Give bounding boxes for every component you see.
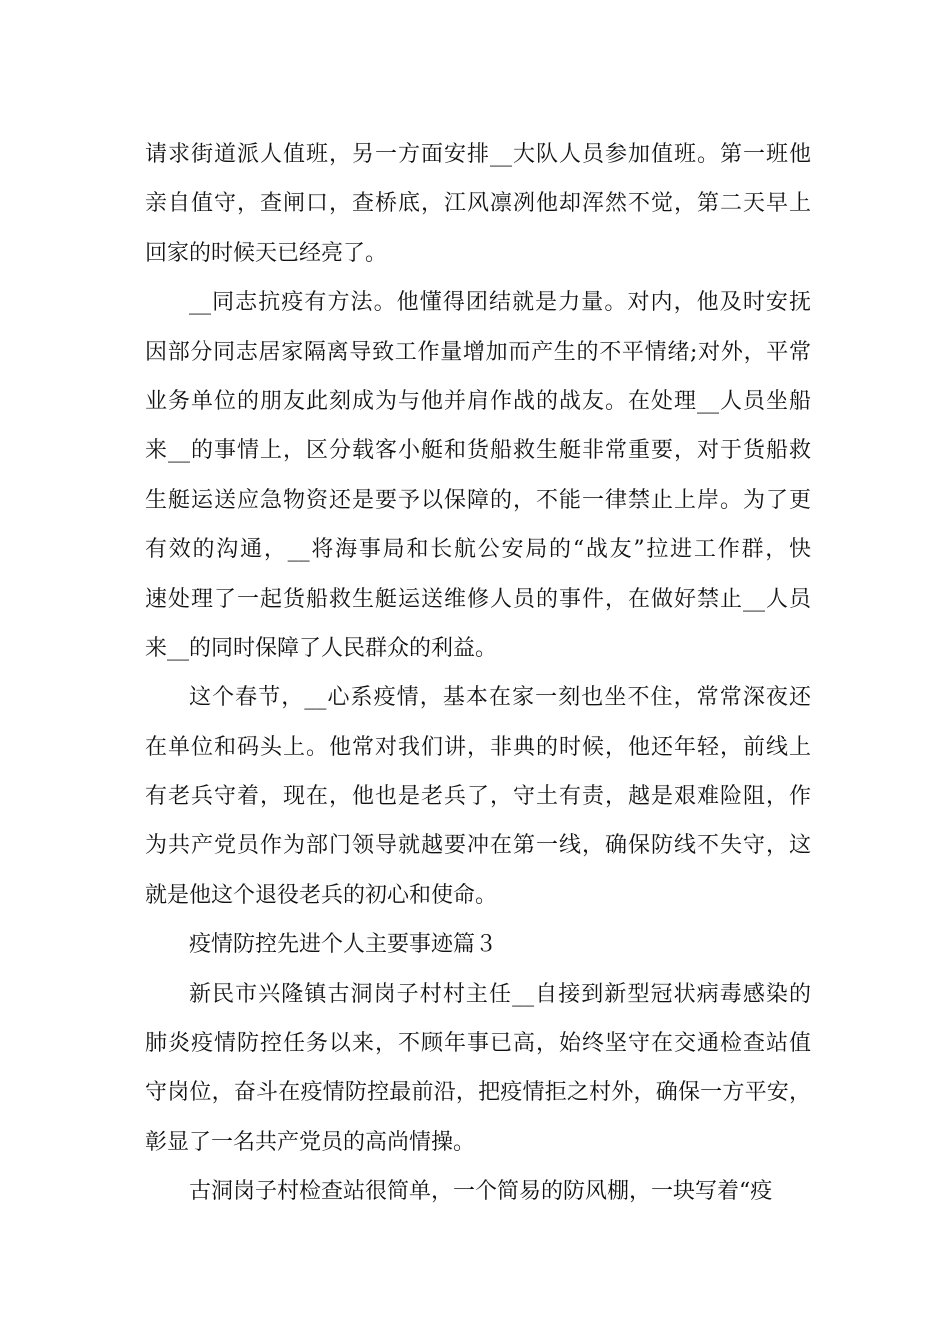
paragraph: [145, 673, 811, 920]
text-line: 业务单位的朋友此刻成为与他并肩作战的战友。在处理__人员坐船: [145, 388, 811, 414]
text-line: 回家的时候天已经亮了。: [145, 240, 388, 266]
paragraph: [145, 920, 811, 969]
text-line: 亲自值守，查闸口，查桥底，江风凛冽他却浑然不觉，第二天早上: [145, 191, 811, 217]
text-line: 新民市兴隆镇古洞岗子村村主任__自接到新型冠状病毒感染的: [189, 981, 811, 1007]
text-line: 疫情防控先进个人主要事迹篇３: [189, 932, 498, 958]
text-line: 彰显了一名共产党员的高尚情操。: [145, 1129, 476, 1155]
text-line: 来__的事情上，区分载客小艇和货船救生艇非常重要，对于货船救: [145, 438, 811, 464]
text-line: __同志抗疫有方法。他懂得团结就是力量。对内，他及时安抚: [189, 290, 811, 316]
text-line: 生艇运送应急物资还是要予以保障的，不能一律禁止上岸。为了更: [145, 487, 811, 513]
text-line: 请求街道派人值班，另一方面安排__大队人员参加值班。第一班他: [145, 142, 811, 167]
paragraph: [145, 970, 811, 1168]
paragraph: [145, 1167, 811, 1216]
text-line: 就是他这个退役老兵的初心和使命。: [145, 882, 498, 908]
text-line: 为共产党员作为部门领导就越要冲在第一线，确保防线不失守，这: [145, 833, 811, 859]
text-line: 肺炎疫情防控任务以来，不顾年事已高，始终坚守在交通检查站值: [145, 1031, 811, 1057]
text-line: 来__的同时保障了人民群众的利益。: [145, 635, 498, 661]
document-body: [145, 130, 811, 1217]
text-line: 速处理了一起货船救生艇运送维修人员的事件，在做好禁止__人员: [145, 586, 811, 612]
text-line: 这个春节，__心系疫情，基本在家一刻也坐不住，常常深夜还: [189, 685, 811, 711]
text-line: 古洞岗子村检查站很简单，一个简易的防风棚，一块写着“疫: [189, 1179, 773, 1205]
text-line: 因部分同志居家隔离导致工作量增加而产生的不平情绪;对外，平常: [145, 339, 811, 365]
text-line: 守岗位，奋斗在疫情防控最前沿，把疫情拒之村外，确保一方平安，: [145, 1080, 811, 1106]
paragraph: [145, 130, 811, 278]
text-line: 有老兵守着，现在，他也是老兵了，守土有责，越是艰难险阻，作: [145, 784, 811, 810]
paragraph: [145, 278, 811, 673]
text-line: 有效的沟通，__将海事局和长航公安局的“战友”拉进工作群，快: [145, 537, 811, 563]
text-line: 在单位和码头上。他常对我们讲，非典的时候，他还年轻，前线上: [145, 734, 811, 760]
